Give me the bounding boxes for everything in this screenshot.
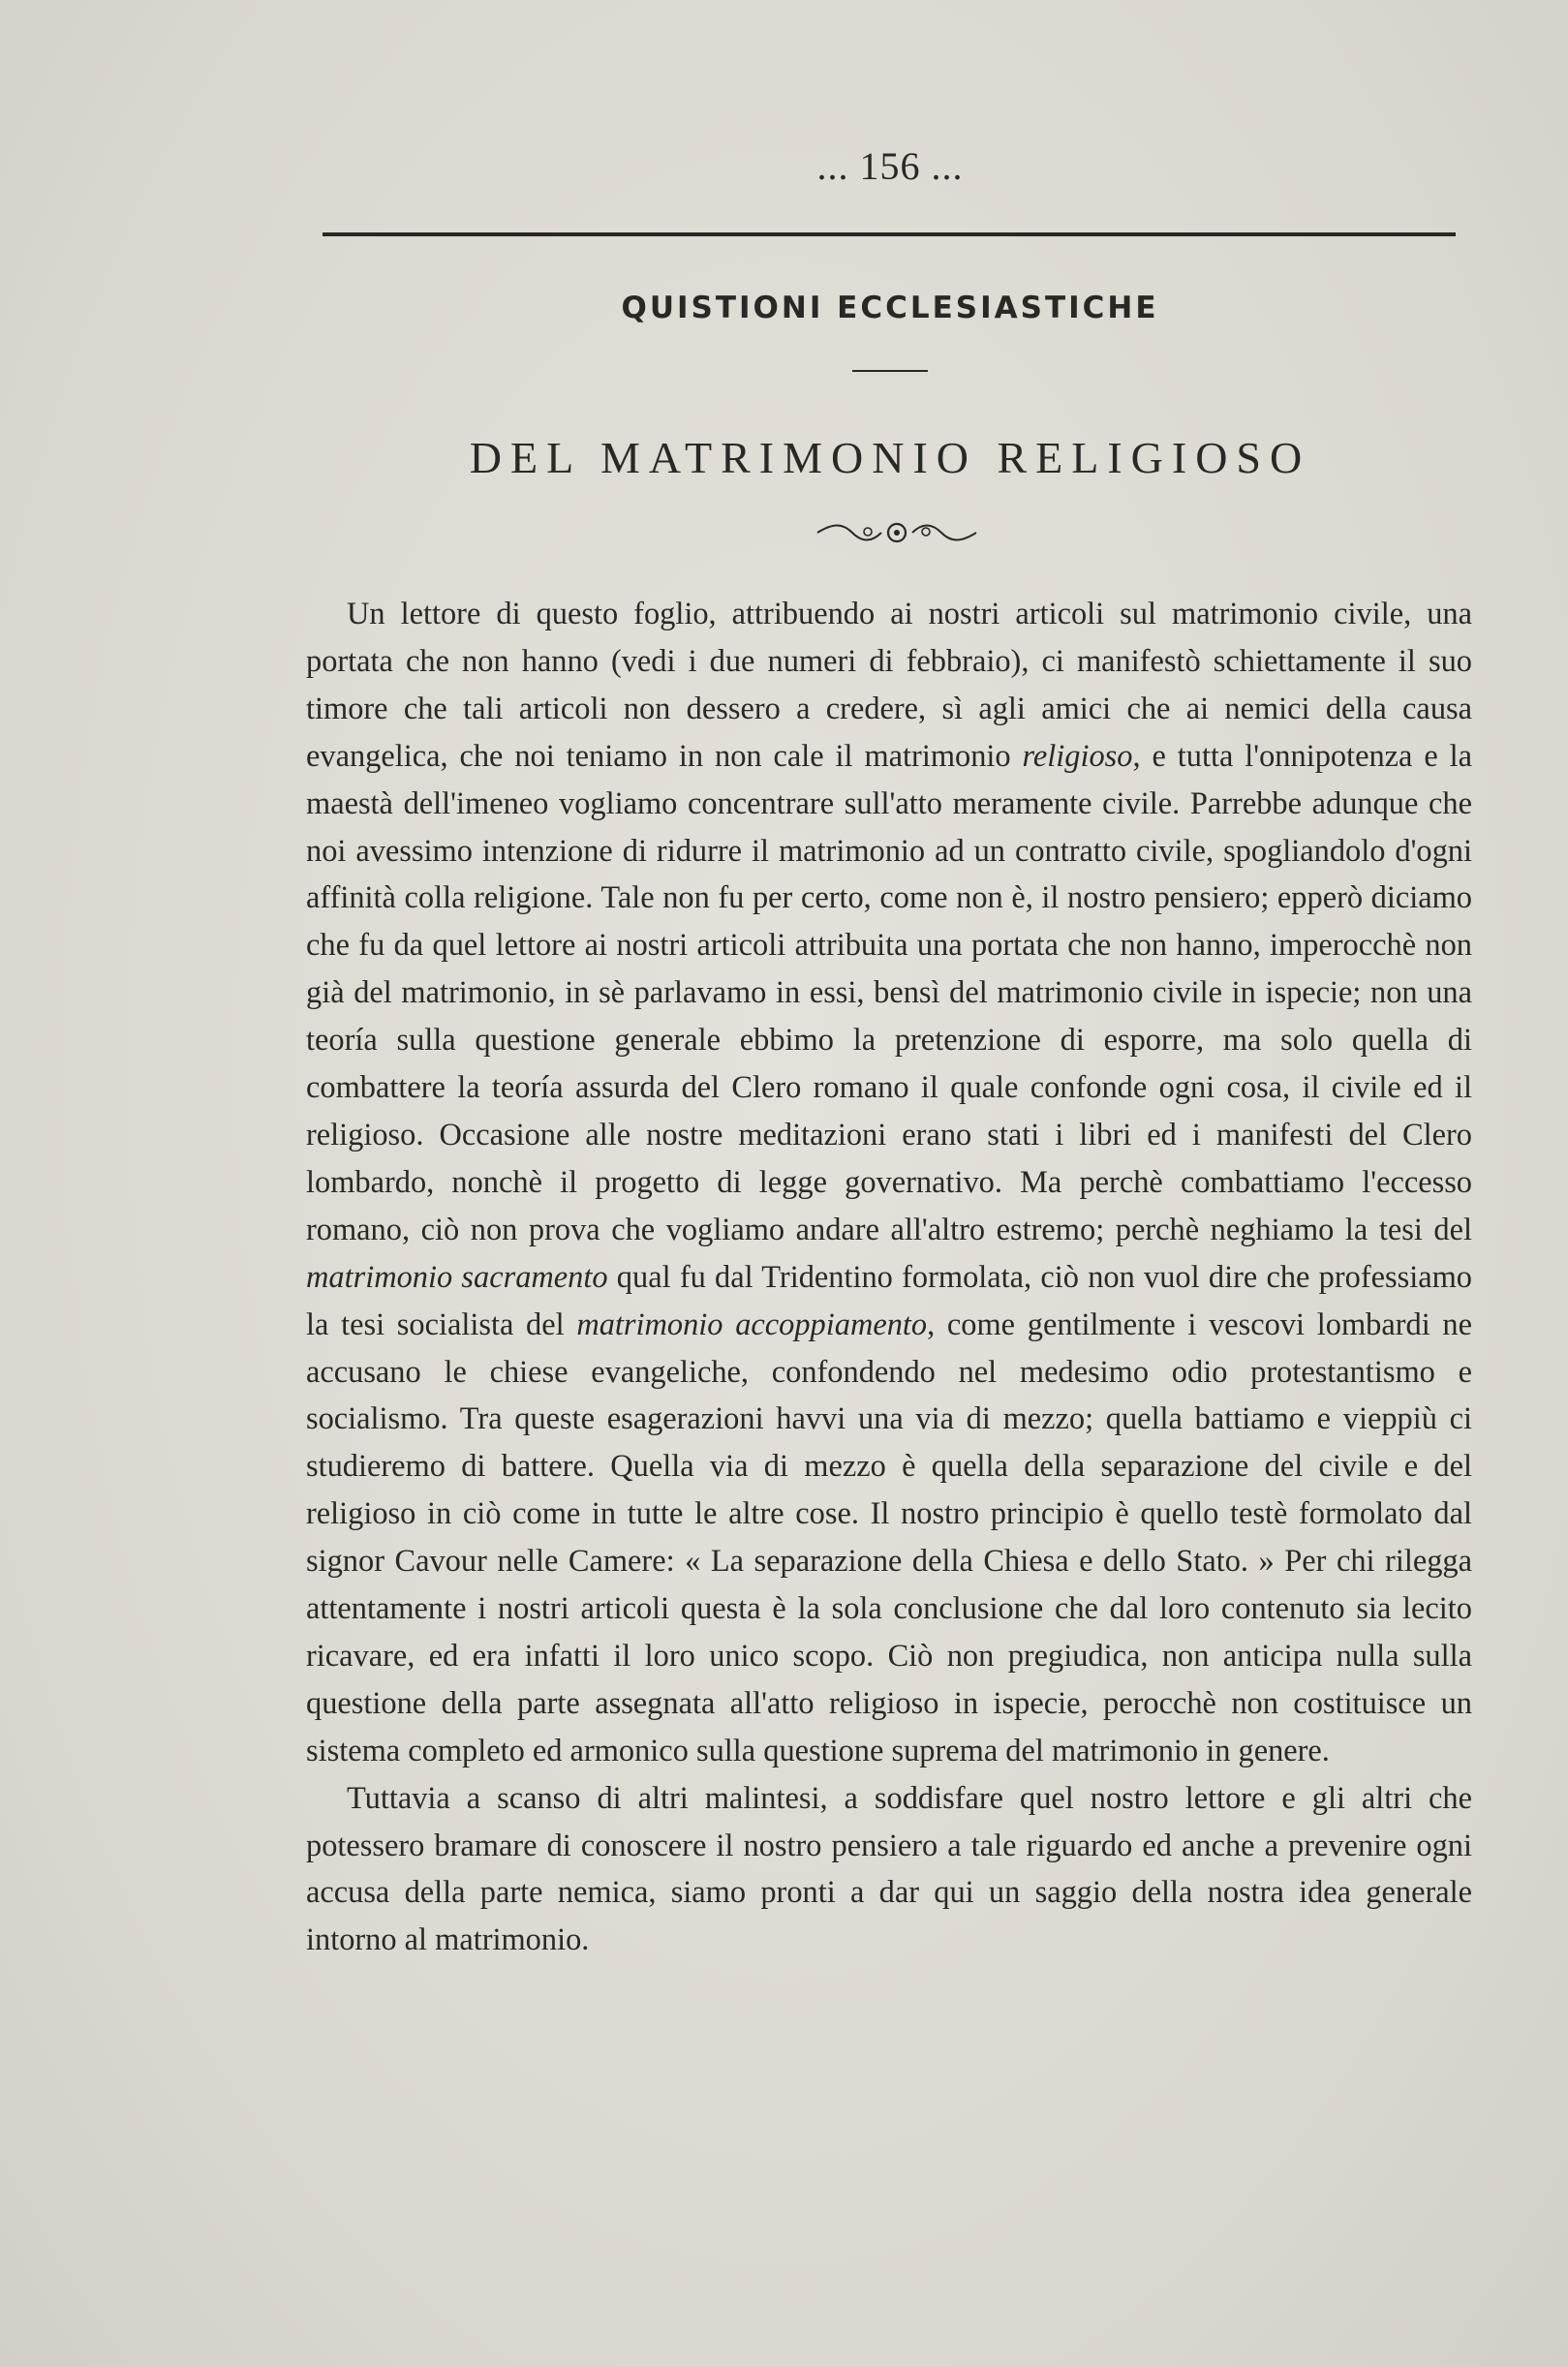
article-body: [306, 591, 1472, 1964]
article-title: DEL MATRIMONIO RELIGIOSO: [469, 433, 1311, 482]
header-rule: [323, 232, 1456, 236]
short-divider: [852, 370, 928, 372]
page-number: ... 156 ...: [816, 144, 964, 188]
paragraph: Tuttavia a scanso di altri malintesi, a soddisfare quel nostro lettore e gli altri che potessero bramare di conoscere il nostro pensiero a tale riguardo ed anche a prevenire ogni accusa della parte nemica, siamo pronti a dar qui un saggio della nostra idea generale intorno al matrimonio.: [306, 1780, 1472, 1958]
ornament-flourish: [814, 519, 980, 551]
section-header: QUISTIONI ECCLESIASTICHE: [621, 291, 1159, 325]
paragraph: Un lettore di questo foglio, attribuendo ai nostri articoli sul matrimonio civile, una portata che non hanno (vedi i due numeri di febbraio), ci manifestò schiettamente il suo timore che tali articoli non dessero a credere, sì agli amici che ai nemici della causa evangelica, che noi teniamo in non cale il matrimonio religioso, e tutta l'onnipotenza e la maestà dell'imeneo vogliamo concentrare sull'atto meramente civile. Parrebbe adunque che noi avessimo intenzione di ridurre il matrimonio ad un contratto civile, spogliandolo d'ogni affinità colla religione. Tale non fu per certo, come non è, il nostro pensiero; epperò diciamo che fu da quel lettore ai nostri articoli attribuita una portata che non hanno, imperocchè non già del matrimonio, in sè parlavamo in essi, bensì del matrimonio civile in ispecie; non una teoría sulla questione generale ebbimo la pretenzione di esporre, ma solo quella di combattere la teoría assurda del Clero romano il quale confonde ogni cosa, il civile ed il religioso. Occasione alle nostre meditazioni erano stati i libri ed i manifesti del Clero lombardo, nonchè il progetto di legge governativo. Ma perchè combattiamo l'eccesso romano, ciò non prova che vogliamo andare all'altro estremo; perchè neghiamo la tesi del matrimonio sacramento qual fu dal Tridentino formolata, ciò non vuol dire che professiamo la tesi socialista del matrimonio accoppiamento, come gentilmente i vescovi lombardi ne accusano le chiese evangeliche, confondendo nel medesimo odio protestantismo e socialismo. Tra queste esagerazioni havvi una via di mezzo; quella battiamo e vieppiù ci studieremo di battere. Quella via di mezzo è quella della separazione del civile e del religioso in ciò come in tutte le altre cose. Il nostro principio è quello testè formolato dal signor Cavour nelle Camere: « La separazione della Chiesa e dello Stato. » Per chi rilegga attentamente i nostri articoli questa è la sola conclusione che dal loro contenuto sia lecito ricavare, ed era infatti il loro unico scopo. Ciò non pregiudica, non anticipa nulla sulla questione della parte assegnata all'atto religioso in ispecie, perocchè non costituisce un sistema completo ed armonico sulla questione suprema del matrimonio in genere.: [306, 597, 1472, 1768]
